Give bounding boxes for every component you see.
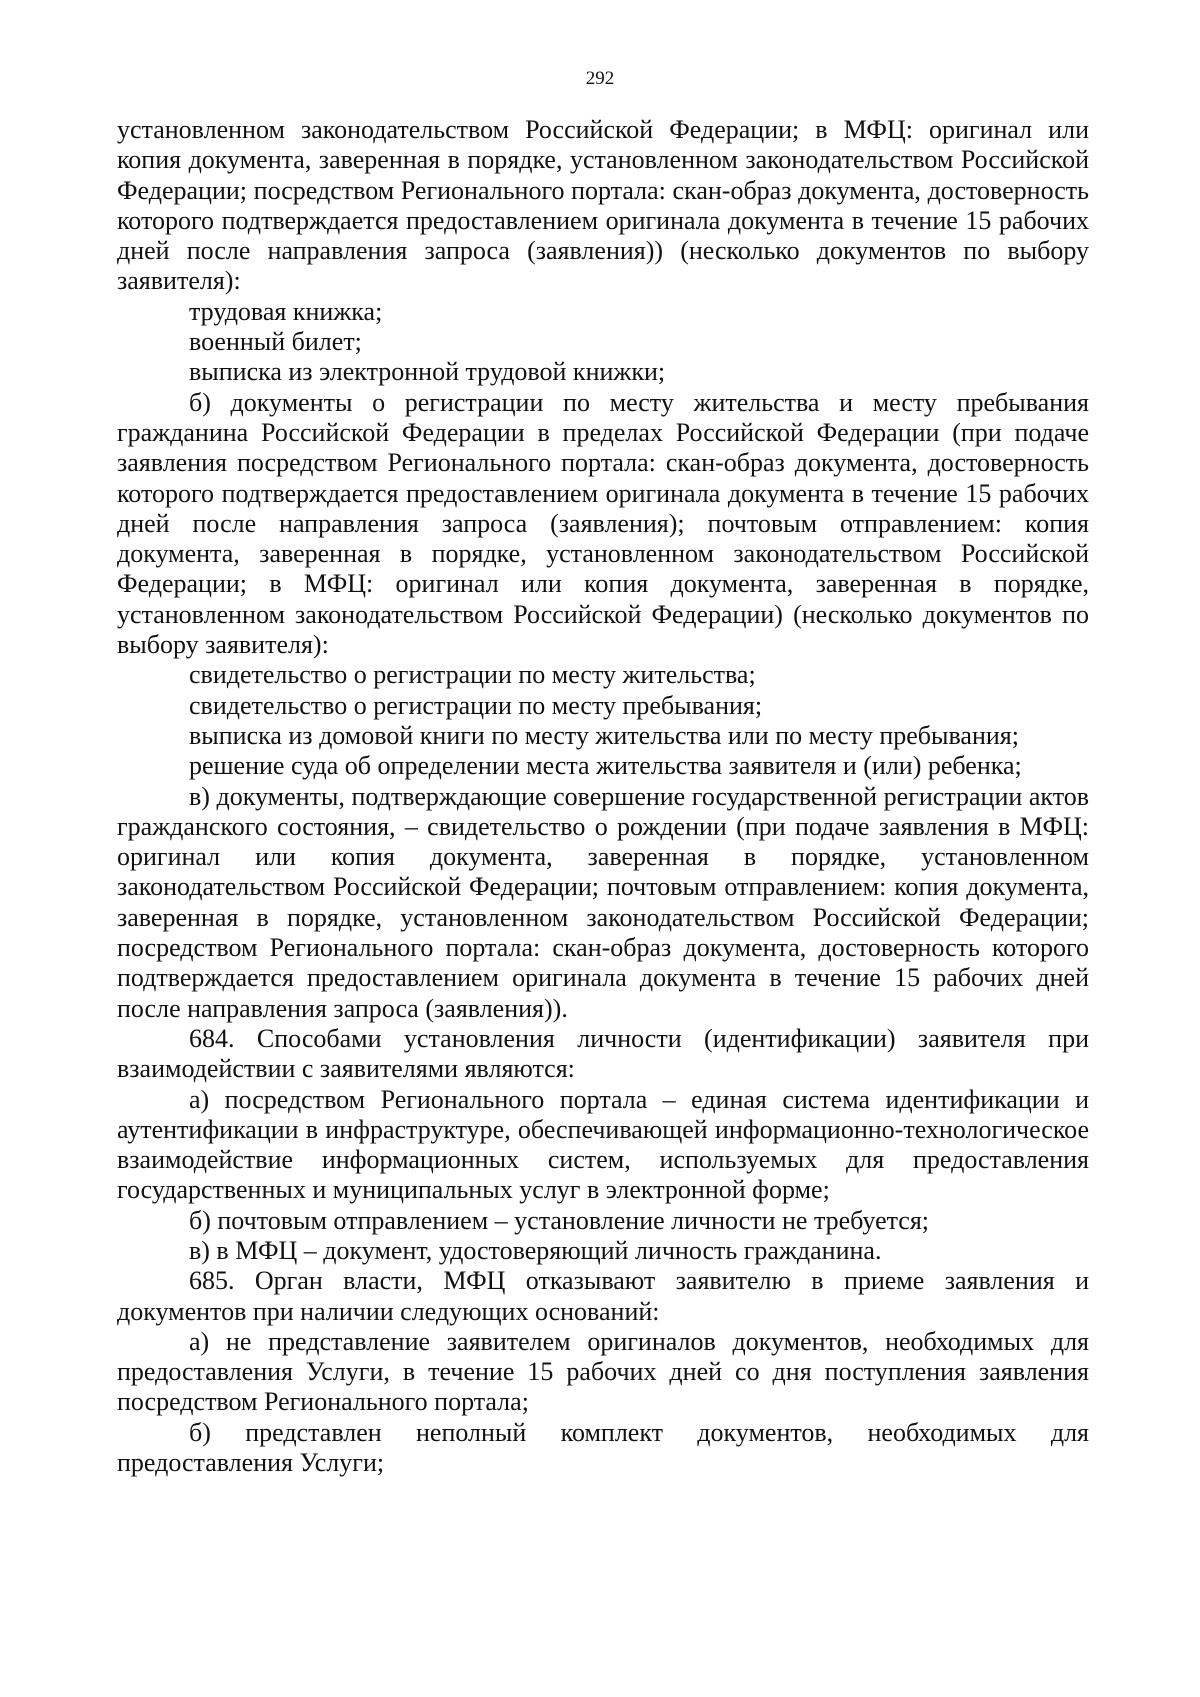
list-item: свидетельство о регистрации по месту жительства; bbox=[189, 660, 756, 690]
list-item: выписка из домовой книги по месту жительства или по месту пребывания; bbox=[189, 720, 1019, 750]
paragraph: б) документы о регистрации по месту жительства и месту пребывания гражданина Российской Федерации в пределах Российской Федерации (при подаче заявления посредством Регионального портала: скан-образ документа, достоверность которого подтверждается предоставлением оригинала документа в течение 15 рабочих дней после направления запроса (заявления); почтовым отправлением: копия документа, заверенная в порядке, установленном законодательством Российской Федерации; в МФЦ: оригинал или копия документа, заверенная в порядке, установленном законодательством Российской Федерации) (несколько документов по выбору заявителя): bbox=[117, 387, 1089, 660]
paragraph: а) не представление заявителем оригиналов документов, необходимых для предоставления Услуги, в течение 15 рабочих дней со дня поступления заявления посредством Регионального портала; bbox=[117, 1326, 1089, 1417]
list-item: трудовая книжка; bbox=[189, 296, 383, 326]
paragraph: в) в МФЦ – документ, удостоверяющий личность гражданина. bbox=[189, 1235, 882, 1265]
paragraph: б) представлен неполный комплект документов, необходимых для предоставления Услуги; bbox=[117, 1417, 1089, 1478]
list-item: военный билет; bbox=[189, 327, 362, 357]
paragraph: в) документы, подтверждающие совершение государственной регистрации актов гражданского состояния, – свидетельство о рождении (при подаче заявления в МФЦ: оригинал или копия документа, заверенная в порядке, установленном законодательством Российской Федерации; почтовым отправлением: копия документа, заверенная в порядке, установленном законодательством Российской Федерации; посредством Регионального портала: скан-образ документа, достоверность которого подтверждается предоставлением оригинала документа в течение 15 рабочих дней после направления запроса (заявления)). bbox=[117, 781, 1089, 1023]
list-item: выписка из электронной трудовой книжки; bbox=[189, 357, 666, 387]
paragraph: а) посредством Регионального портала – единая система идентификации и аутентификации в инфраструктуре, обеспечивающей информационно-технологическое взаимодействие информационных систем, используемых для предоставления государственных и муниципальных услуг в электронной форме; bbox=[117, 1084, 1089, 1205]
list-item: решение суда об определении места жительства заявителя и (или) ребенка; bbox=[189, 751, 1022, 781]
paragraph: установленном законодательством Российской Федерации; в МФЦ: оригинал или копия документа, заверенная в порядке, установленном законодательством Российской Федерации; посредством Регионального портала: скан-образ документа, достоверность которого подтверждается предоставлением оригинала документа в течение 15 рабочих дней после направления запроса (заявления)) (несколько документов по выбору заявителя): bbox=[117, 115, 1089, 296]
page-number: 292 bbox=[585, 68, 615, 89]
document-body bbox=[117, 115, 1089, 1478]
list-item: свидетельство о регистрации по месту пребывания; bbox=[189, 690, 763, 720]
paragraph: 685. Орган власти, МФЦ отказывают заявителю в приеме заявления и документов при наличии следующих оснований: bbox=[117, 1266, 1089, 1326]
paragraph: б) почтовым отправлением – установление личности не требуется; bbox=[189, 1205, 930, 1235]
paragraph: 684. Способами установления личности (идентификации) заявителя при взаимодействии с заявителями являются: bbox=[117, 1023, 1089, 1084]
